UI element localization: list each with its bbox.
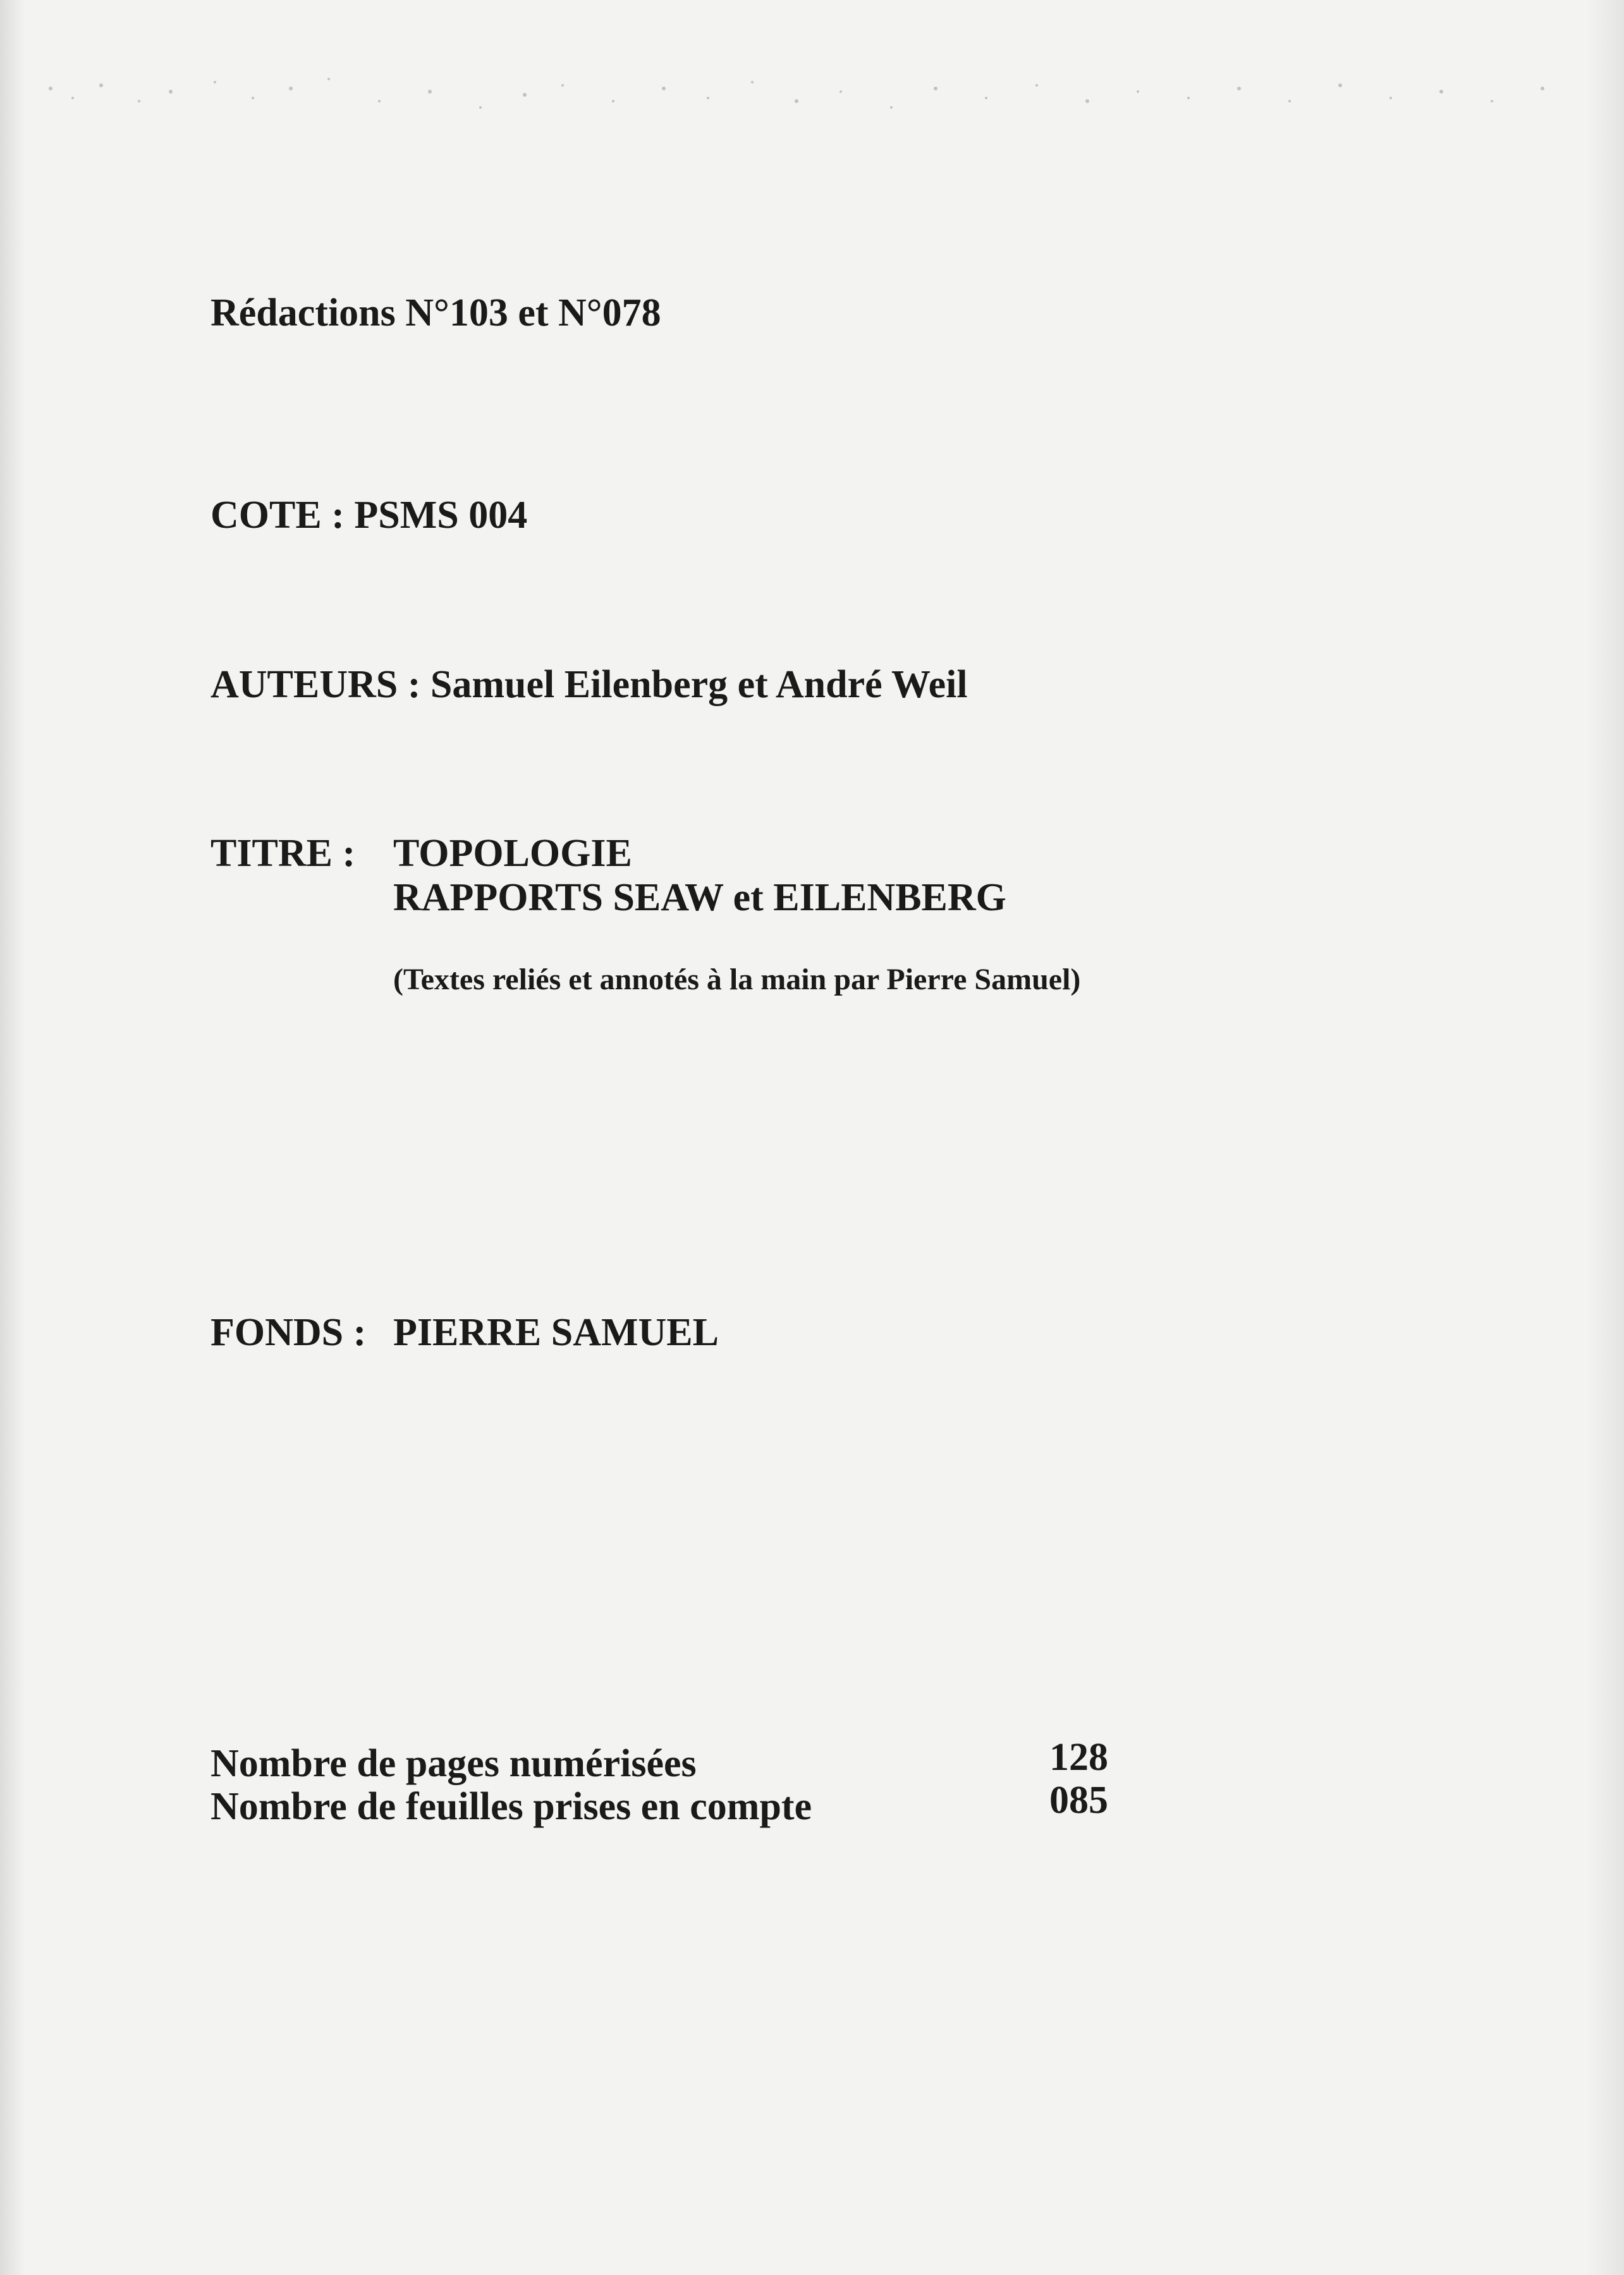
scan-noise-strip — [25, 63, 1580, 133]
fonds-value: PIERRE SAMUEL — [393, 1311, 719, 1354]
cote-line: COTE : PSMS 004 — [211, 494, 528, 537]
auteurs-line: AUTEURS : Samuel Eilenberg et André Weil — [211, 663, 968, 706]
pages-label: Nombre de pages numérisées — [211, 1742, 697, 1785]
feuilles-label: Nombre de feuilles prises en compte — [211, 1785, 812, 1828]
titre-label: TITRE : — [211, 832, 356, 875]
pages-value: 128 — [1049, 1736, 1108, 1779]
titre-line-1: TOPOLOGIE — [393, 832, 632, 875]
fonds-label: FONDS : — [211, 1311, 367, 1354]
redactions-heading: Rédactions N°103 et N°078 — [211, 291, 661, 334]
titre-line-2: RAPPORTS SEAW et EILENBERG — [393, 876, 1006, 919]
feuilles-value: 085 — [1049, 1779, 1108, 1822]
titre-note: (Textes reliés et annotés à la main par Pierre Samuel) — [393, 963, 1081, 996]
